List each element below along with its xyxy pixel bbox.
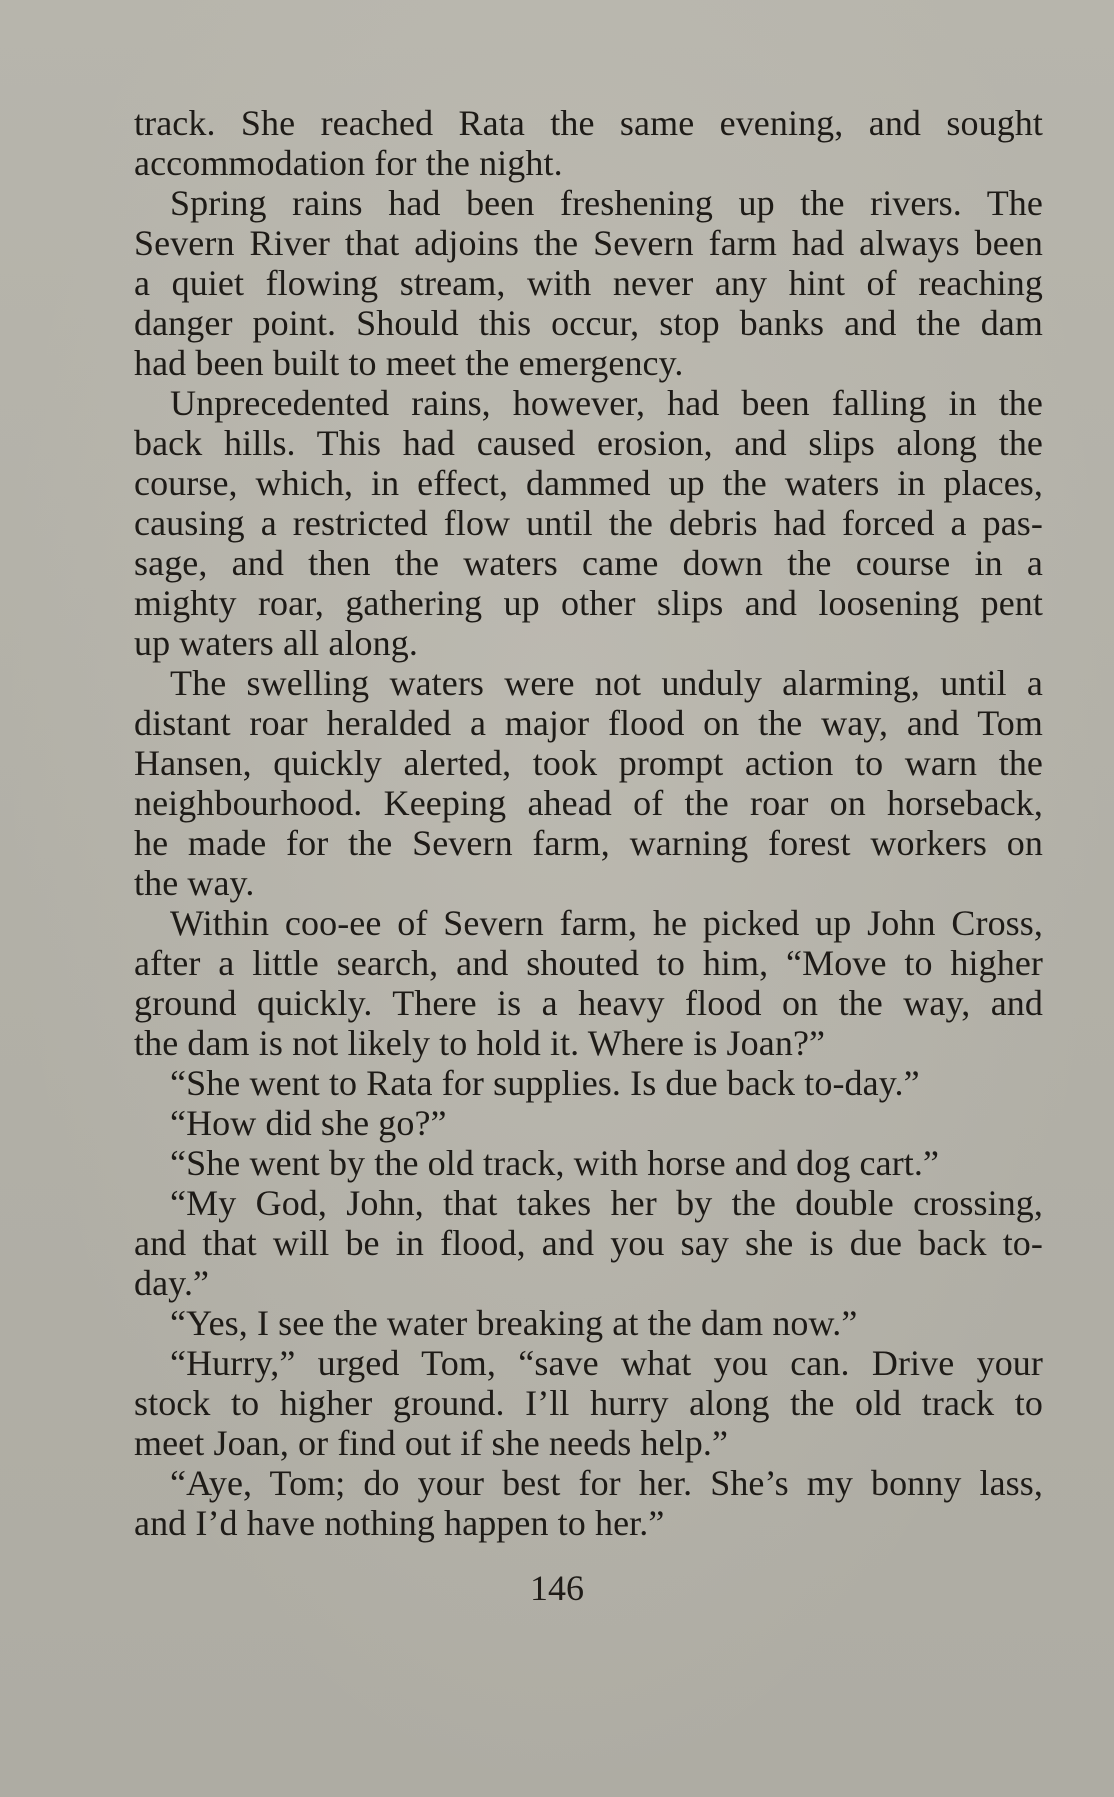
page-number: 146 bbox=[530, 1568, 584, 1608]
text-line: meet Joan, or find out if she needs help.” bbox=[134, 1423, 729, 1463]
text-line: and I’d have nothing happen to her.” bbox=[134, 1503, 665, 1543]
text-line: the dam is not likely to hold it. Where is Joan?” bbox=[134, 1023, 826, 1063]
text-line: back hills. This had caused erosion, and slips along the bbox=[134, 423, 1043, 463]
text-line: Spring rains had been freshening up the rivers. The bbox=[170, 183, 1043, 223]
text-line: causing a restricted flow until the debris had forced a pas- bbox=[134, 503, 1043, 543]
text-line: “How did she go?” bbox=[170, 1103, 447, 1143]
text-line: ground quickly. There is a heavy flood on the way, and bbox=[134, 983, 1043, 1023]
text-line: track. She reached Rata the same evening, and sought bbox=[134, 103, 1043, 143]
body-text bbox=[134, 103, 1043, 1543]
text-line: up waters all along. bbox=[134, 623, 418, 663]
text-line: Severn River that adjoins the Severn farm had always been bbox=[134, 223, 1043, 263]
text-line: neighbourhood. Keeping ahead of the roar on horseback, bbox=[134, 783, 1043, 823]
text-line: “Yes, I see the water breaking at the dam now.” bbox=[170, 1303, 858, 1343]
text-line: “She went to Rata for supplies. Is due back to-day.” bbox=[170, 1063, 920, 1103]
text-line: a quiet flowing stream, with never any hint of reaching bbox=[134, 263, 1043, 303]
text-line: had been built to meet the emergency. bbox=[134, 343, 684, 383]
text-line: “She went by the old track, with horse and dog cart.” bbox=[170, 1143, 940, 1183]
text-line: distant roar heralded a major flood on the way, and Tom bbox=[134, 703, 1043, 743]
text-line: danger point. Should this occur, stop banks and the dam bbox=[134, 303, 1043, 343]
text-line: The swelling waters were not unduly alarming, until a bbox=[170, 663, 1043, 703]
text-line: and that will be in flood, and you say she is due back to- bbox=[134, 1223, 1043, 1263]
text-line: the way. bbox=[134, 863, 255, 903]
text-line: after a little search, and shouted to him, “Move to higher bbox=[134, 943, 1043, 983]
text-line: “Hurry,” urged Tom, “save what you can. Drive your bbox=[170, 1343, 1043, 1383]
text-line: accommodation for the night. bbox=[134, 143, 563, 183]
text-line: “Aye, Tom; do your best for her. She’s my bonny lass, bbox=[170, 1463, 1043, 1503]
text-line: he made for the Severn farm, warning forest workers on bbox=[134, 823, 1043, 863]
text-line: Hansen, quickly alerted, took prompt action to warn the bbox=[134, 743, 1043, 783]
text-line: course, which, in effect, dammed up the waters in places, bbox=[134, 463, 1043, 503]
text-line: stock to higher ground. I’ll hurry along the old track to bbox=[134, 1383, 1043, 1423]
text-line: sage, and then the waters came down the course in a bbox=[134, 543, 1043, 583]
text-line: “My God, John, that takes her by the double crossing, bbox=[170, 1183, 1043, 1223]
text-line: Within coo-ee of Severn farm, he picked up John Cross, bbox=[170, 903, 1043, 943]
text-line: day.” bbox=[134, 1263, 210, 1303]
text-line: Unprecedented rains, however, had been falling in the bbox=[170, 383, 1043, 423]
text-line: mighty roar, gathering up other slips and loosening pent bbox=[134, 583, 1043, 623]
